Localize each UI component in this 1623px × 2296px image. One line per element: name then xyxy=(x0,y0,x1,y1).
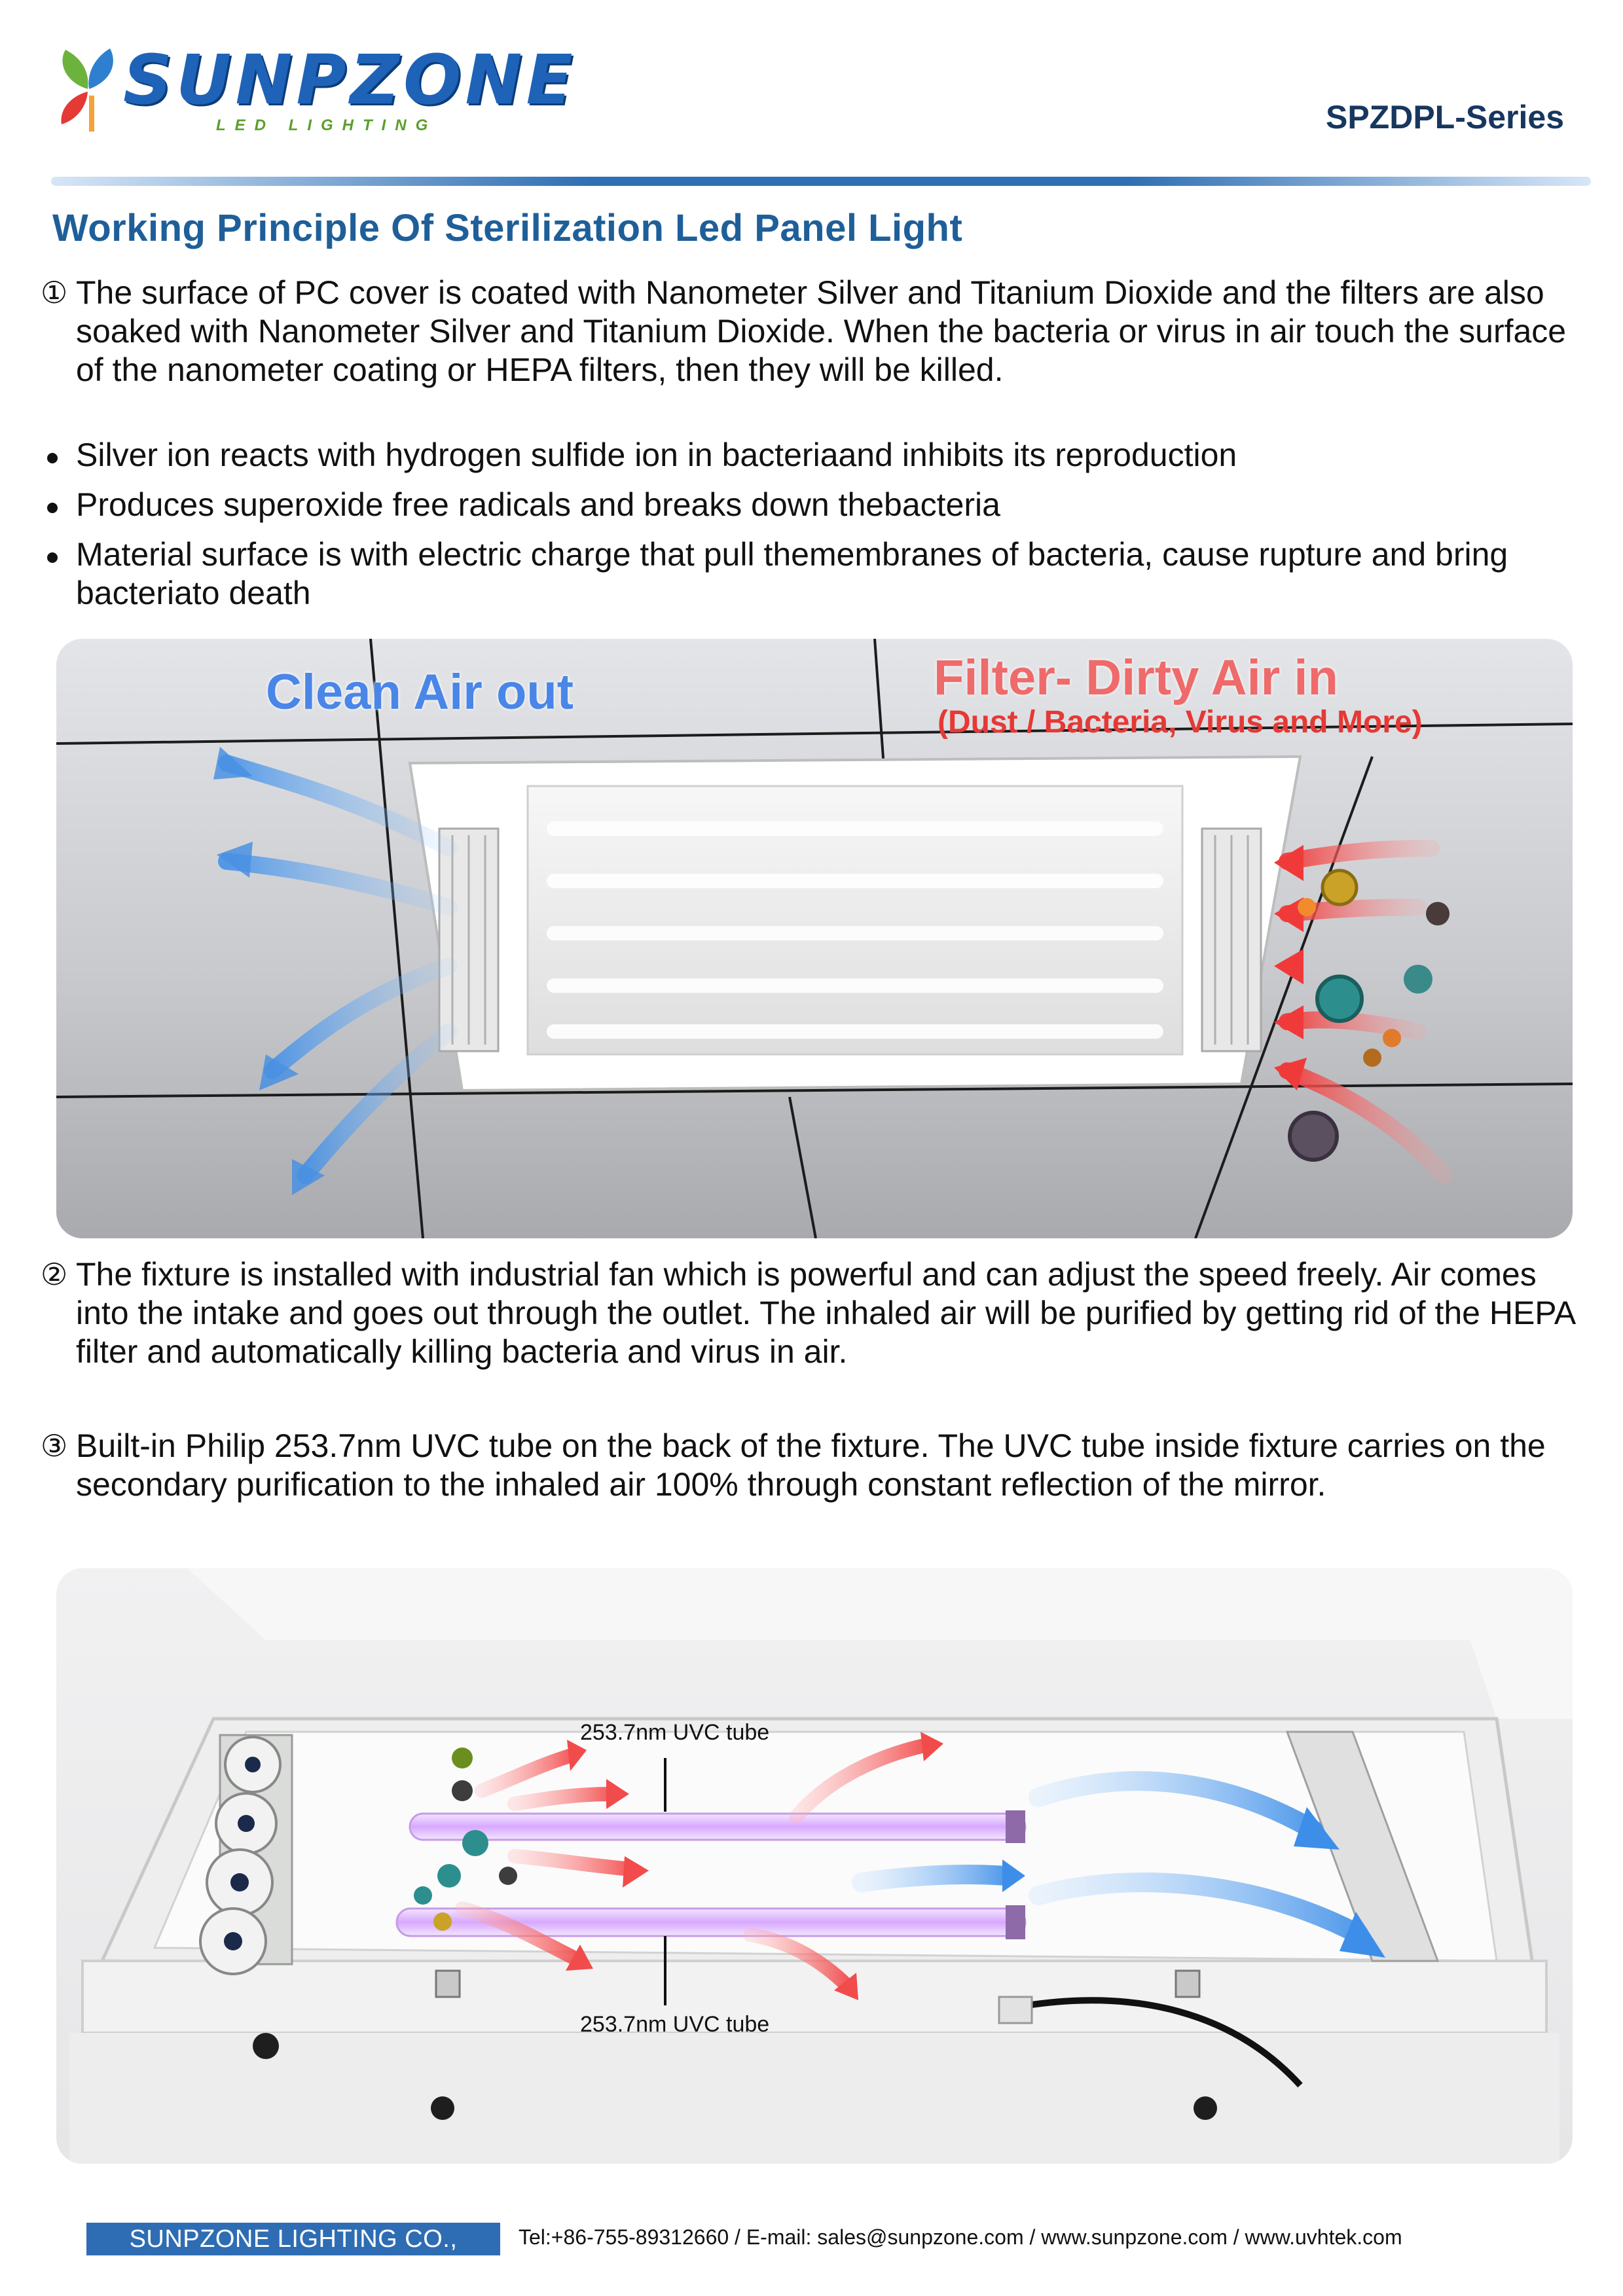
leaf-logo-icon xyxy=(52,43,124,135)
section2-marker: ② xyxy=(41,1257,68,1292)
bullet-dot-icon xyxy=(47,552,58,563)
section2-paragraph xyxy=(41,1255,1592,1373)
bullet-text: Silver ion reacts with hydrogen sulfide ion in bacteriaand inhibits its reproduction xyxy=(76,437,1237,473)
dirty-air-sublabel: (Dust / Bacteria, Virus and More) xyxy=(938,705,1423,740)
bullet-text: Produces superoxide free radicals and breaks down thebacteria xyxy=(76,486,1000,523)
section1-marker: ① xyxy=(41,275,68,310)
header-divider xyxy=(51,177,1591,186)
page-heading: Working Principle Of Sterilization Led Panel Light xyxy=(52,207,963,249)
bullet-text: Material surface is with electric charge that pull themembranes of bacteria, cause rupture and bring bacteriato death xyxy=(76,536,1508,611)
bullet-item xyxy=(41,486,1586,525)
footer-contact-info: Tel:+86-755-89312660 / E-mail: sales@sunpzone.com / www.sunpzone.com / www.uvhtek.com xyxy=(519,2225,1402,2249)
dirty-air-label: Filter- Dirty Air in xyxy=(934,650,1338,706)
bullet-item xyxy=(41,436,1586,475)
section3-paragraph xyxy=(41,1427,1592,1545)
section3-text: Built-in Philip 253.7nm UVC tube on the back of the fixture. The UVC tube inside fixture carries on the secondary purification to the inhaled air 100% through constant reflection of the mirror. xyxy=(76,1427,1546,1503)
footer-company-name: SUNPZONE LIGHTING CO., LIMITED xyxy=(86,2223,500,2255)
section1-text: The surface of PC cover is coated with Nanometer Silver and Titanium Dioxide and the filters are also soaked with Nanometer Silver and Titanium Dioxide. When the bacteria or virus in air touch the surface of the nanometer coating or HEPA filters, then they will be killed. xyxy=(76,274,1567,388)
bullet-item xyxy=(41,535,1586,614)
airflow-illustration xyxy=(56,639,1573,1238)
logo-wordmark: SUNPZONE xyxy=(123,40,577,120)
logo-tagline: LED LIGHTING xyxy=(216,117,437,134)
section2-text: The fixture is installed with industrial fan which is powerful and can adjust the speed freely. Air comes into the intake and goes out through the outlet. The inhaled air will be purified by getting rid of the HEPA filter and automatically killing bacteria and virus in air. xyxy=(76,1256,1575,1370)
uvc-tube-label-top: 253.7nm UVC tube xyxy=(580,1720,770,1745)
company-logo xyxy=(52,40,577,141)
series-title: SPZDPL-Series xyxy=(1325,99,1564,135)
section3-marker: ③ xyxy=(41,1428,68,1463)
bullet-dot-icon xyxy=(47,453,58,463)
uvc-tube-label-bottom: 253.7nm UVC tube xyxy=(580,2012,770,2037)
section1-paragraph xyxy=(41,274,1586,431)
fixture-interior-photo xyxy=(56,1568,1573,2164)
bullet-dot-icon xyxy=(47,503,58,513)
fixture-interior-graphic xyxy=(56,1568,1573,2164)
clean-air-label: Clean Air out xyxy=(266,664,574,720)
